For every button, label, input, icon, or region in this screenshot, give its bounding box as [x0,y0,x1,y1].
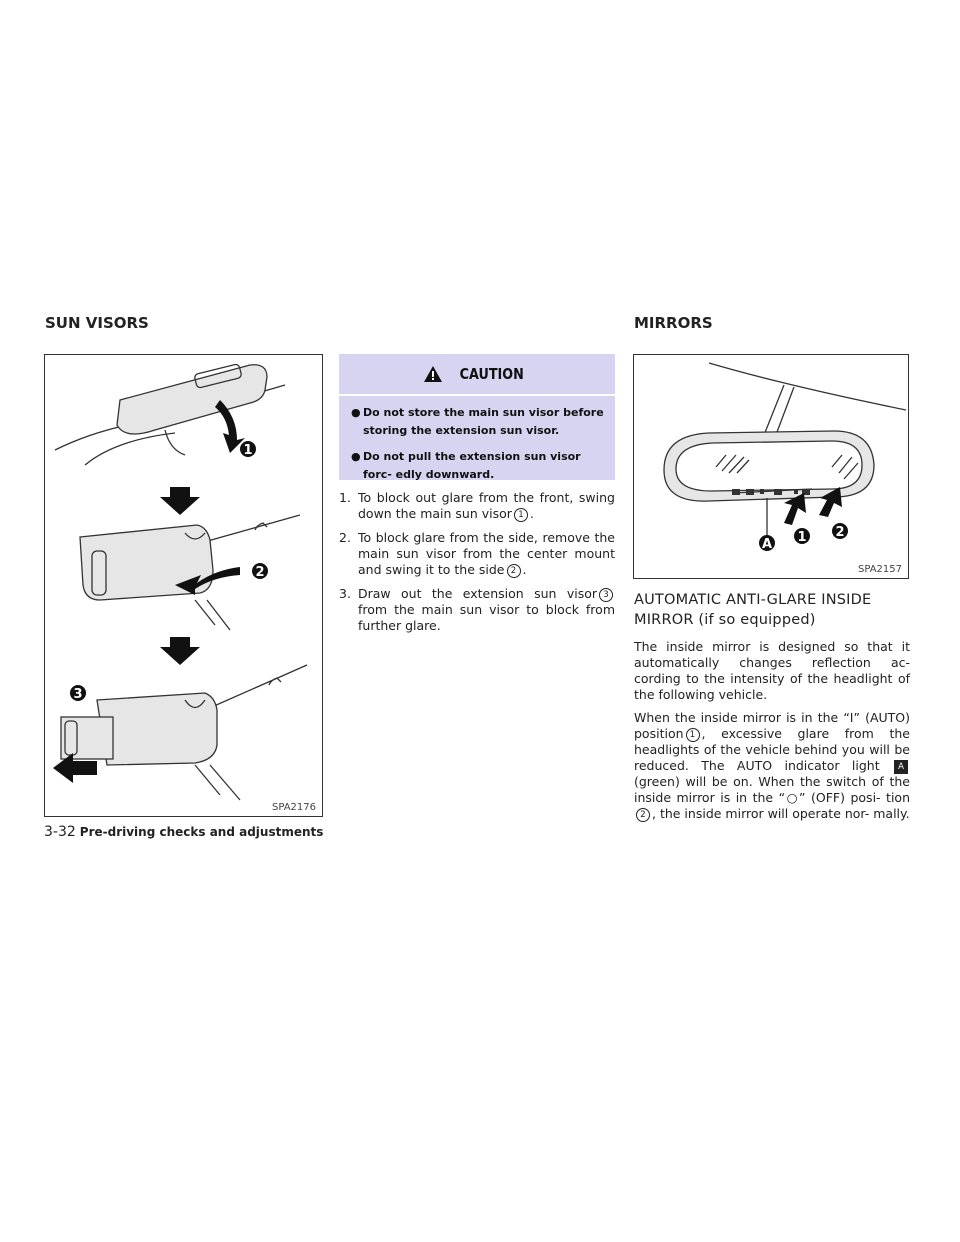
paragraph [634,710,910,822]
page-number: 3-32 [44,824,76,840]
callout-2: 2 [835,525,845,540]
ref-circle: 2 [636,808,650,822]
callout-1: 1 [797,530,807,545]
footer-text: Pre-driving checks and adjustments [79,825,324,839]
ref-square: A [894,760,908,774]
step-item [339,530,615,578]
warning-icon [424,366,442,382]
mirror-figure [633,354,909,579]
caution-box [339,354,615,480]
step-text-tail: from the main sun visor to block from further glare. [358,602,615,633]
text-run: (green) will be on. When the switch of the inside mirror is in the “ [634,774,910,805]
mirror-illustration [634,355,908,578]
ref-circle: 1 [686,728,700,742]
caution-bullet-text: Do not pull the extension sun visor forc- edly downward. [363,450,581,481]
callout-1: 1 [243,443,253,458]
steps-list [339,490,615,642]
sun-visor-figure [44,354,323,817]
step-text: To block glare from the side, remove the main sun visor from the center mount and swing it to the side [358,530,615,577]
paragraph: The inside mirror is designed so that it automatically changes reflection ac- cording to the intensity of the headlight of the following vehicle. [634,639,910,702]
text-run: ” (OFF) posi- tion [799,790,910,805]
caution-bullet-text: Do not store the main sun visor before storing the extension sun visor. [363,406,604,437]
callout-2: 2 [255,565,265,580]
ref-circle: 2 [507,564,521,578]
page-footer [44,824,323,840]
figure-code: SPA2157 [857,564,902,575]
mirror-section [634,590,910,829]
caution-title: CAUTION [459,365,525,383]
bullet-mark: ● [351,450,361,463]
step-item [339,586,615,634]
step-text: To block out glare from the front, swing down the main sun visor [358,490,615,521]
off-symbol: ○ [785,790,800,805]
caution-bullet [351,404,605,440]
section-title-mirrors: MIRRORS [634,314,713,332]
step-item [339,490,615,522]
mirror-heading [634,590,910,630]
text-run: , the inside mirror will operate nor- mally. [652,806,910,821]
section-title-sun-visors: SUN VISORS [45,314,149,332]
step-number: 2. [339,530,351,545]
bullet-mark: ● [351,406,361,419]
heading-line: AUTOMATIC ANTI-GLARE INSIDE [634,592,872,608]
caution-header [339,354,615,396]
figure-code: SPA2176 [271,802,316,813]
step-text: Draw out the extension sun visor [358,586,597,601]
text-run: , excessive glare from the headlights of the vehicle behind you will be reduced. The AUTO indicator light [634,726,910,773]
heading-line: MIRROR (if so equipped) [634,612,816,628]
ref-circle: 1 [514,508,528,522]
caution-bullet [351,448,605,484]
sun-visor-illustration [45,355,322,816]
callout-A: A [761,537,773,552]
step-number: 1. [339,490,351,505]
step-text-tail: . [522,562,527,577]
ref-circle: 3 [599,588,613,602]
callout-3: 3 [73,687,83,702]
step-text-tail: . [529,506,534,521]
step-number: 3. [339,586,351,601]
text-run: When the inside mirror is in the “I” (AUTO) position [634,710,910,741]
